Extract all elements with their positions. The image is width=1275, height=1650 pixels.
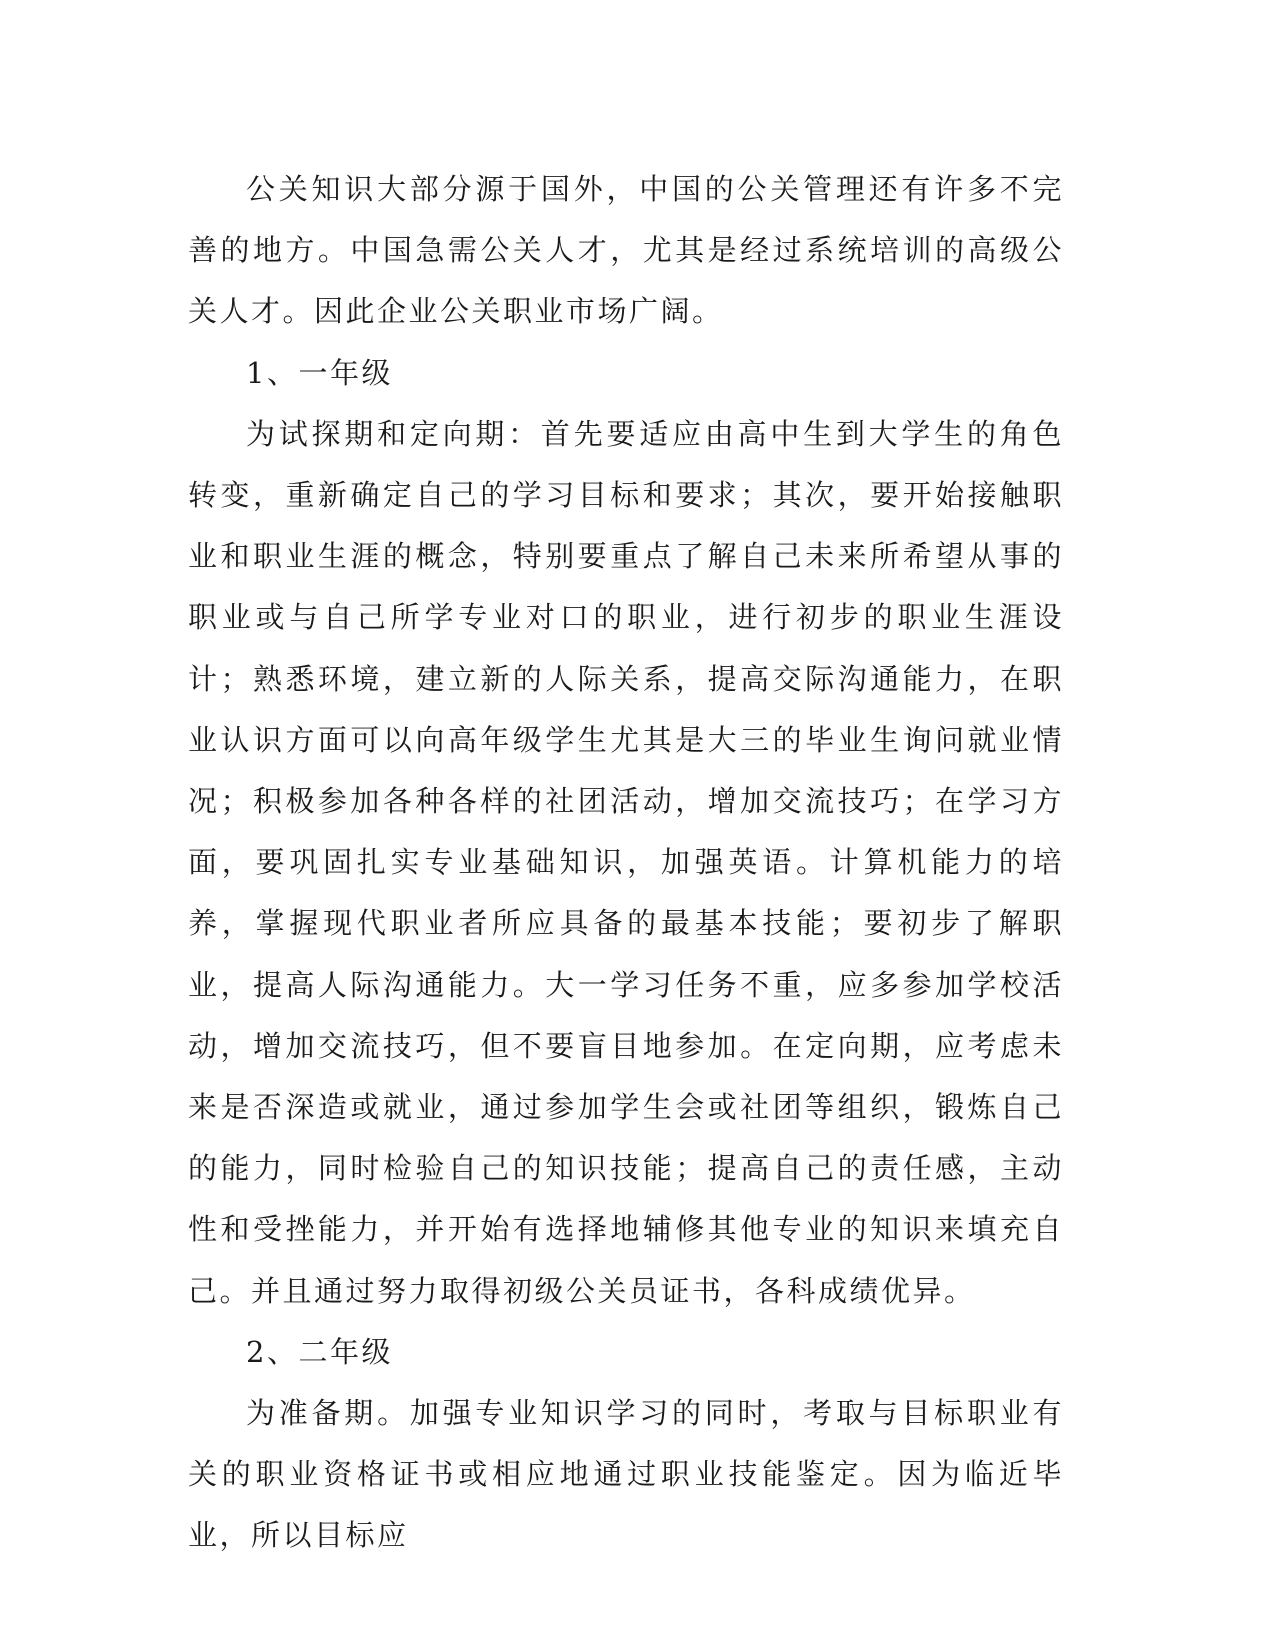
paragraph-first-year: 为试探期和定向期：首先要适应由高中生到大学生的角色转变，重新确定自己的学习目标和要求；其次，要开始接触职业和职业生涯的概念，特别要重点了解自己未来所希望从事的职业或与自己所学专业对口的职业，进行初步的职业生涯设计；熟悉环境，建立新的人际关系，提高交际沟通能力，在职业认识方面可以向高年级学生尤其是大三的毕业生询问就业情况；积极参加各种各样的社团活动，增加交流技巧；在学习方面，要巩固扎实专业基础知识，加强英语。计算机能力的培养，掌握现代职业者所应具备的最基本技能；要初步了解职业，提高人际沟通能力。大一学习任务不重，应多参加学校活动，增加交流技巧，但不要盲目地参加。在定向期，应考虑未来是否深造或就业，通过参加学生会或社团等组织，锻炼自己的能力，同时检验自己的知识技能；提高自己的责任感，主动性和受挫能力，并开始有选择地辅修其他专业的知识来填充自己。并且通过努力取得初级公关员证书，各科成绩优异。 bbox=[188, 416, 1064, 1308]
paragraph-intro: 公关知识大部分源于国外，中国的公关管理还有许多不完善的地方。中国急需公关人才，尤其是经过系统培训的高级公关人才。因此企业公关职业市场广阔。 bbox=[188, 172, 1064, 329]
document-body bbox=[188, 159, 1064, 1567]
heading-first-year: 1、一年级 bbox=[246, 355, 393, 390]
heading-second-year: 2、二年级 bbox=[246, 1334, 393, 1369]
paragraph-second-year: 为准备期。加强专业知识学习的同时，考取与目标职业有关的职业资格证书或相应地通过职业技能鉴定。因为临近毕业，所以目标应 bbox=[188, 1396, 1064, 1553]
